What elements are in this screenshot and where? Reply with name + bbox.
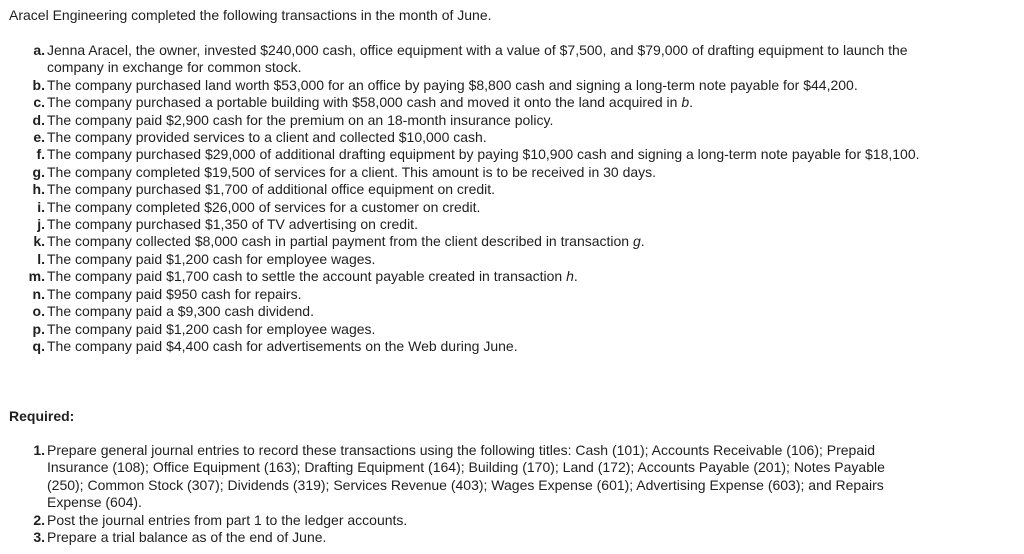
required-heading: Required: (9, 408, 75, 424)
list-item (20, 303, 920, 320)
item-text: The company completed $26,000 of services for a customer on credit. (47, 198, 481, 215)
item-marker: 1. (33, 442, 45, 458)
item-marker: a. (33, 42, 45, 58)
list-item (20, 286, 920, 303)
list-item (20, 216, 920, 233)
list-item (20, 77, 920, 94)
list-item (20, 94, 920, 111)
item-text: The company purchased a portable building with $58,000 cash and moved it onto the land acquired in b. (47, 94, 693, 111)
list-item (20, 181, 920, 198)
item-marker: b. (32, 76, 45, 93)
item-marker: n. (32, 285, 45, 302)
item-text: The company collected $8,000 cash in partial payment from the client described in transaction g. (47, 233, 645, 250)
item-text: The company completed $19,500 of services for a client. This amount is to be received in 30 days. (47, 163, 657, 180)
list-item (20, 42, 920, 77)
item-marker: f. (36, 146, 45, 163)
item-marker: 2. (33, 511, 45, 528)
item-text: The company purchased $29,000 of additional drafting equipment by paying $10,900 cash and signing a long-term note payable for $18,100. (47, 146, 920, 163)
item-text: Prepare a trial balance as of the end of June. (47, 529, 327, 546)
transaction-reference: b (681, 94, 690, 111)
list-item (20, 512, 920, 529)
requirements-list (20, 442, 920, 546)
item-marker: 3. (33, 529, 45, 546)
transaction-reference: h (566, 268, 574, 285)
list-item (20, 233, 920, 250)
transaction-list (20, 42, 920, 355)
list-item (20, 268, 920, 285)
item-marker: l. (37, 250, 45, 267)
item-text: The company paid $1,200 cash for employee wages. (47, 320, 376, 337)
list-item (20, 321, 920, 338)
item-marker: m. (28, 268, 45, 285)
item-marker: j. (37, 216, 45, 233)
item-marker: o. (32, 303, 45, 320)
item-text: The company purchased $1,350 of TV advertising on credit. (47, 216, 418, 233)
item-marker: q. (32, 337, 45, 354)
item-text: The company paid a $9,300 cash dividend. (47, 303, 314, 320)
item-marker: d. (32, 111, 45, 128)
item-marker: g. (32, 163, 45, 180)
item-text: The company paid $950 cash for repairs. (47, 285, 302, 302)
item-marker: i. (37, 198, 45, 215)
item-text: The company provided services to a client and collected $10,000 cash. (47, 129, 487, 146)
list-item (20, 442, 920, 512)
item-text: The company paid $4,400 cash for advertisements on the Web during June. (47, 337, 518, 354)
transaction-reference: g (632, 233, 641, 250)
item-text: Post the journal entries from part 1 to the ledger accounts. (47, 511, 408, 528)
item-text: Jenna Aracel, the owner, invested $240,000 cash, office equipment with a value of $7,500, and $79,000 of drafting equipment to launch the company in exchange for common stock. (47, 42, 908, 76)
item-marker: h. (32, 181, 45, 198)
item-marker: k. (33, 233, 45, 250)
list-item (20, 529, 920, 546)
list-item (20, 146, 920, 163)
list-item (20, 251, 920, 268)
item-marker: c. (33, 94, 45, 111)
item-marker: e. (33, 129, 45, 146)
item-marker: p. (32, 320, 45, 337)
item-text: The company paid $1,200 cash for employee wages. (47, 250, 376, 267)
list-item (20, 112, 920, 129)
list-item (20, 338, 920, 355)
list-item (20, 164, 920, 181)
item-text: The company purchased $1,700 of additional office equipment on credit. (47, 181, 496, 198)
list-item (20, 199, 920, 216)
item-text: The company purchased land worth $53,000 for an office by paying $8,800 cash and signing a long-term note payable for $44,200. (47, 76, 858, 93)
list-item (20, 129, 920, 146)
item-text: Prepare general journal entries to record these transactions using the following titles: Cash (101); Accounts Receivable (106); Prepaid Insurance (108); Office Equipment (163); Drafting Equipment (164); Building (170); Land (172); Accounts Payable (201); Notes Payable (250); Common Stock (307); Dividends (319); Services Revenue (403); Wages Expense (601); Advertising Expense (603); and Repairs Expense (604). (47, 442, 885, 511)
intro-text: Aracel Engineering completed the following transactions in the month of June. (9, 7, 492, 23)
item-text: The company paid $2,900 cash for the premium on an 18-month insurance policy. (47, 111, 554, 128)
item-text: The company paid $1,700 cash to settle the account payable created in transaction h. (47, 268, 578, 285)
